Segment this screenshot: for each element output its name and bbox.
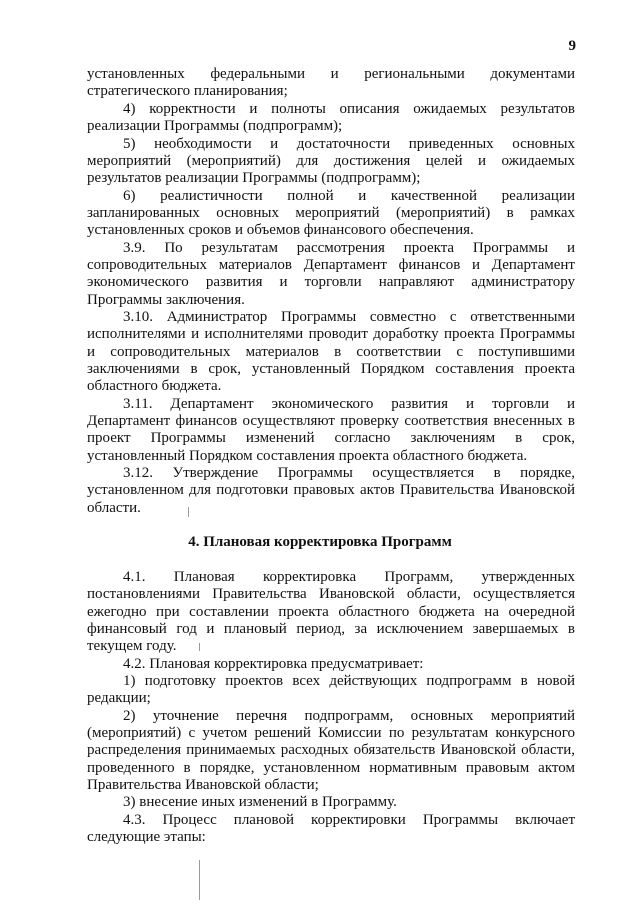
text-line: установленных сроков и объемов финансового обеспечения. xyxy=(87,222,474,238)
text-line: 4.3. Процесс плановой корректировки Программы включает xyxy=(123,812,575,828)
text-line: мероприятий (мероприятий) для достижения целей и ожидаемых xyxy=(87,153,575,169)
text-line: 3.12. Утверждение Программы осуществляется в порядке, xyxy=(123,465,575,481)
text-line: исполнителями и исполнителями проводит доработку проекта Программы xyxy=(87,326,575,342)
text-line: 6) реалистичности полной и качественной реализации xyxy=(123,188,575,204)
text-line: (мероприятий) с учетом решений Комиссии по результатам конкурсного xyxy=(87,725,575,741)
text-line: распределения принимаемых расходных обязательств Ивановской области, xyxy=(87,742,575,758)
text-line: 4) корректности и полноты описания ожидаемых результатов xyxy=(123,101,575,117)
text-line: Программы заключения. xyxy=(87,292,245,308)
text-line: ежегодно при составлении проекта областного бюджета на очередной xyxy=(87,604,575,620)
text-line: установленный Порядком составления проекта областного бюджета. xyxy=(87,448,528,464)
text-line: запланированных основных мероприятий (мероприятий) в рамках xyxy=(87,205,575,221)
text-line: экономического развития и торговли направляют администратору xyxy=(87,274,575,290)
text-line: текущем году. xyxy=(87,638,177,654)
text-line: установленном для подготовки правовых актов Правительства Ивановской xyxy=(87,482,575,498)
text-line: проведенного в порядке, установленном нормативным правовым актом xyxy=(87,760,575,776)
scan-mark xyxy=(199,860,200,900)
text-line: 5) необходимости и достаточности приведенных основных xyxy=(123,136,575,152)
text-line: финансовый год и плановый период, за исключением завершаемых в xyxy=(87,621,575,637)
text-line: области. xyxy=(87,500,141,516)
text-line: установленных федеральными и региональными документами xyxy=(87,66,575,82)
text-line: 3) внесение иных изменений в Программу. xyxy=(123,794,397,810)
text-line: стратегического планирования; xyxy=(87,83,288,99)
text-line: проект Программы изменений согласно заключениям в срок, xyxy=(87,430,575,446)
text-line: Департамент финансов осуществляют проверку соответствия внесенных в xyxy=(87,413,575,429)
text-line: сопроводительных материалов Департамент финансов и Департамент xyxy=(87,257,575,273)
text-line: редакции; xyxy=(87,690,151,706)
text-line: Правительства Ивановской области; xyxy=(87,777,319,793)
text-line: 4.2. Плановая корректировка предусматривает: xyxy=(123,656,424,672)
scan-mark xyxy=(188,507,189,517)
text-line: реализации Программы (подпрограмм); xyxy=(87,118,343,134)
text-line: 4.1. Плановая корректировка Программ, утвержденных xyxy=(123,569,575,585)
text-line: и сопроводительных материалов в соответствии с поступившими xyxy=(87,344,575,360)
section-heading: 4. Плановая корректировка Программ xyxy=(188,534,452,550)
text-line: результатов реализации Программы (подпрограмм); xyxy=(87,170,421,186)
text-line: 2) уточнение перечня подпрограмм, основных мероприятий xyxy=(123,708,575,724)
scan-mark xyxy=(199,643,200,651)
text-line: заключениями в срок, установленный Порядком составления проекта xyxy=(87,361,575,377)
text-line: 3.10. Администратор Программы совместно с ответственными xyxy=(123,309,575,325)
text-line: областного бюджета. xyxy=(87,378,222,394)
text-line: постановлениями Правительства Ивановской области, осуществляется xyxy=(87,586,575,602)
text-line: следующие этапы: xyxy=(87,829,206,845)
page-number: 9 xyxy=(568,38,576,54)
text-line: 3.11. Департамент экономического развития и торговли и xyxy=(123,396,575,412)
text-line: 3.9. По результатам рассмотрения проекта Программы и xyxy=(123,240,575,256)
text-line: 1) подготовку проектов всех действующих подпрограмм в новой xyxy=(123,673,575,689)
